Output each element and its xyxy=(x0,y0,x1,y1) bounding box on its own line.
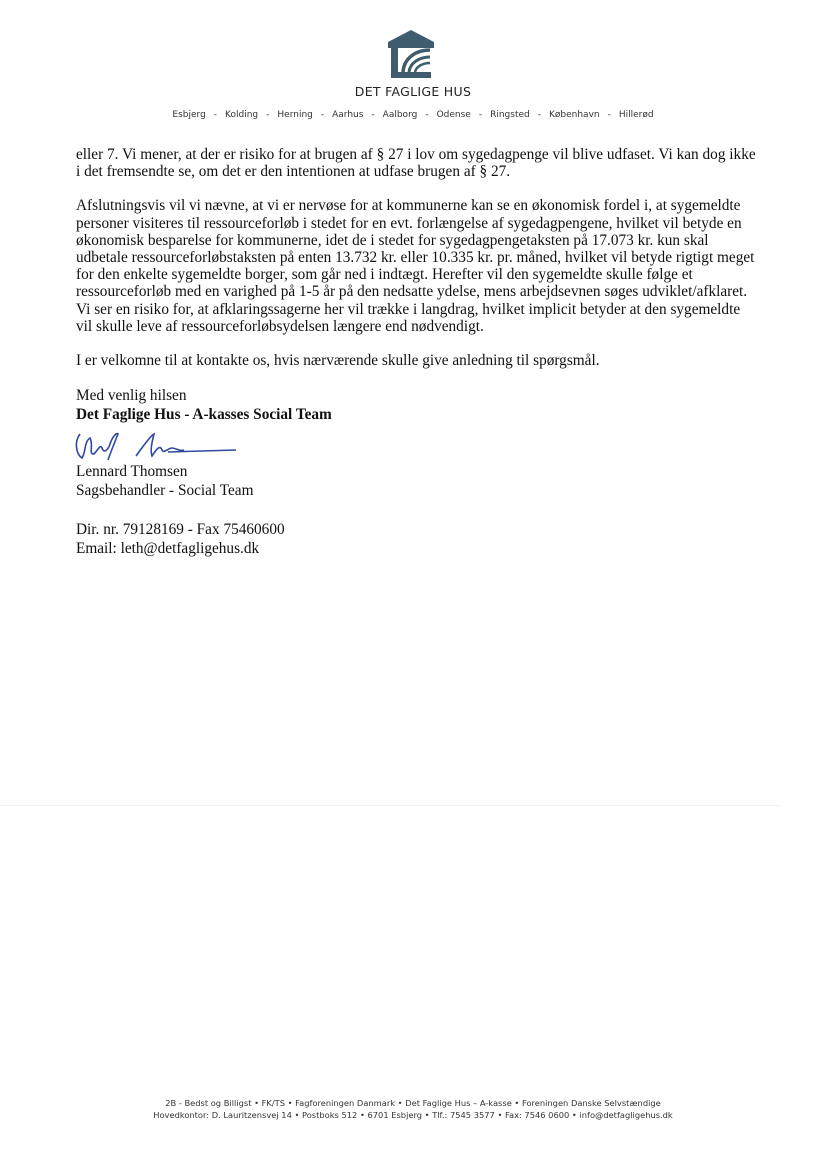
city-separator: - xyxy=(607,110,611,120)
sender-name: Lennard Thomsen xyxy=(76,463,188,481)
city-item: Aalborg xyxy=(382,110,418,120)
footer xyxy=(0,1098,826,1121)
footer-line-2: Hovedkontor: D. Lauritzensvej 14 • Postboks 512 • 6701 Esbjerg • Tlf.: 7545 3577 • Fax: 7546 0600 • info@detfagligehus.dk xyxy=(153,1109,673,1120)
city-separator: - xyxy=(213,110,218,120)
city-separator: - xyxy=(478,110,483,120)
greeting: Med venlig hilsen xyxy=(76,387,187,405)
contact-block xyxy=(76,520,756,558)
footer-line-1: 2B - Bedst og Billigst • FK/TS • Fagforeningen Danmark • Det Faglige Hus – A-kasse • Foreningen Danske Selvstændige xyxy=(165,1098,661,1108)
sender-team: Det Faglige Hus - A-kasses Social Team xyxy=(76,406,332,424)
closing-block xyxy=(76,386,756,500)
city-separator: - xyxy=(537,110,541,120)
city-item: Odense xyxy=(436,110,471,120)
city-separator: - xyxy=(425,110,429,120)
sender-title: Sagsbehandler - Social Team xyxy=(76,482,254,500)
handwritten-signature xyxy=(72,428,242,462)
paragraph: I er velkomne til at kontakte os, hvis nærværende skulle give anledning til spørgsmål. xyxy=(76,352,600,370)
city-separator: - xyxy=(371,110,375,120)
city-item: Hillerød xyxy=(618,110,654,120)
city-item: Herning xyxy=(277,110,313,120)
paragraph: Afslutningsvis vil vi nævne, at vi er nervøse for at kommunerne kan se en økonomisk fordel i, at sygemeldte personer visiteres til ressourceforløb i stedet for en evt. forlængelse af sygedagpengene, hvilket vil betyde en økonomisk besparelse for kommunerne, idet de i stedet for sygedagpengetaksten på 17.073 kr. kun skal udbetale ressourceforløbstaksten på enten 13.732 kr. eller 10.335 kr. pr. måned, hvilket vil betyde rigtigt meget for den enkelte sygemeldte borger, som går ned i indtægt. Herefter vil den sygemeldte skulle følge et ressourceforløb med en varighed på 1-5 år på den nedsatte ydelse, mens arbejdsevnen søges udviklet/afklaret. Vi ser en risiko for, at afklaringssagerne her vil trække i langdrag, hvilket implicit betyder at den sygemeldte vil skulle leve af ressourceforløbsydelsen længere end nødvendigt. xyxy=(76,197,755,335)
city-item: Kolding xyxy=(225,110,259,120)
phone-fax: Dir. nr. 79128169 - Fax 75460600 xyxy=(76,521,285,539)
letter-body xyxy=(76,146,756,558)
city-item: København xyxy=(548,110,600,120)
divider xyxy=(0,805,780,806)
city-item: Ringsted xyxy=(490,110,530,120)
city-separator: - xyxy=(266,110,270,120)
city-separator: - xyxy=(320,110,325,120)
city-list xyxy=(0,110,826,120)
email: Email: leth@detfagligehus.dk xyxy=(76,540,260,558)
city-item: Esbjerg xyxy=(172,110,206,120)
paragraph: eller 7. Vi mener, at der er risiko for at brugen af § 27 i lov om sygedagpenge vil blive udfaset. Vi kan dog ikke i det fremsendte se, om det er den intentionen at udfase brugen af § 27. xyxy=(76,146,756,181)
city-item: Aarhus xyxy=(332,110,364,120)
det-faglige-hus-logo-icon xyxy=(386,28,436,80)
organization-name: DET FAGLIGE HUS xyxy=(354,84,472,99)
